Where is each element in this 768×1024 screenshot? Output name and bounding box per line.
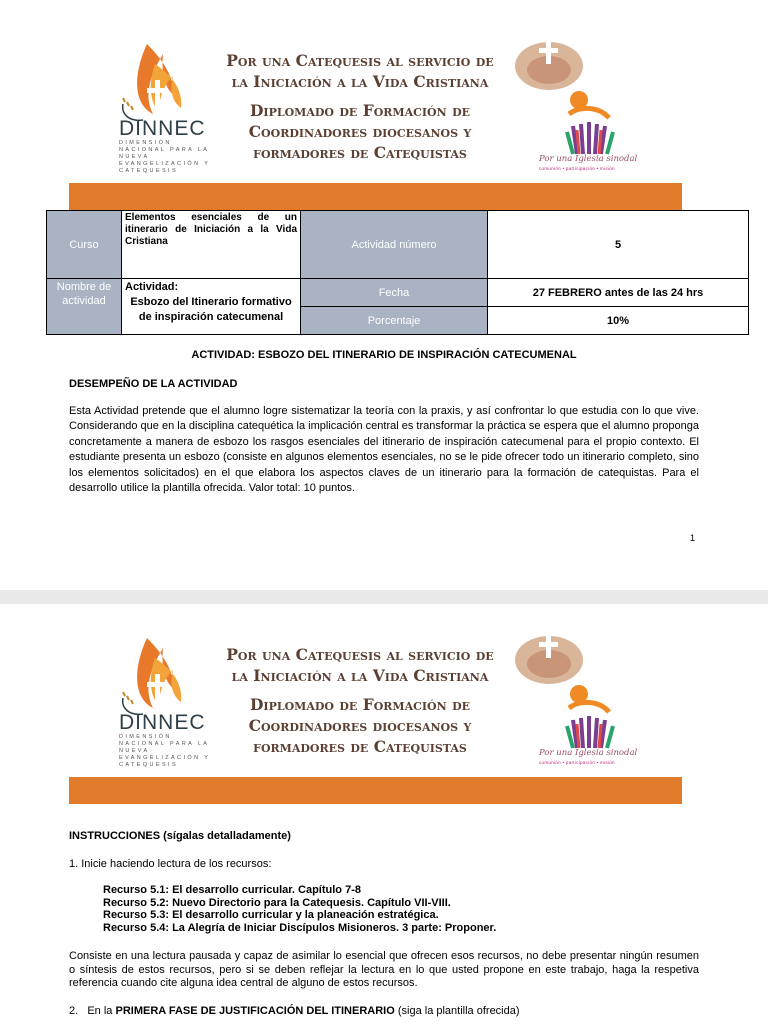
- actividad-numero-label: Actividad número: [301, 211, 488, 279]
- resource-item: Recurso 5.3: El desarrollo curricular y la planeación estratégica.: [103, 909, 439, 921]
- diplomado-banner-2: [69, 628, 682, 804]
- fecha-value: 27 FEBRERO antes de las 24 hrs: [488, 279, 749, 307]
- sinodal-subtagline: comunión • participación • misión: [539, 760, 615, 765]
- instruction-item-1: 1. Inicie haciendo lectura de los recursos:: [69, 858, 272, 870]
- actividad-cell: [122, 279, 301, 335]
- banner-subtitle-line-2: Coordinadores diocesanos y: [248, 122, 472, 141]
- sinodal-tagline: Por una Iglesia sinodal: [539, 748, 638, 758]
- banner-title: [210, 644, 510, 686]
- activity-info-table: [46, 210, 749, 335]
- sinodal-subtagline: comunión • participación • misión: [539, 166, 615, 171]
- banner-subtitle-line-3: formadores de Catequistas: [253, 143, 467, 162]
- banner-subtitle: [210, 100, 510, 163]
- page-gap: [0, 590, 768, 604]
- activity-title: ACTIVIDAD: ESBOZO DEL ITINERARIO DE INSPIRACIÓN CATECUMENAL: [191, 349, 577, 361]
- banner-title-line-2: la Iniciación a la Vida Cristiana: [231, 666, 489, 685]
- nombre-actividad-label: Nombre de actividad: [47, 279, 122, 335]
- resource-item: Recurso 5.1: El desarrollo curricular. Capítulo 7-8: [103, 884, 361, 896]
- resource-item: Recurso 5.2: Nuevo Directorio para la Catequesis. Capítulo VII-VIII.: [103, 896, 451, 909]
- banner-orange-bar: [69, 183, 682, 210]
- banner-title: [210, 50, 510, 92]
- curso-label: Curso: [47, 211, 122, 279]
- porcentaje-label: Porcentaje: [301, 307, 488, 335]
- banner-subtitle-line-3: formadores de Catequistas: [253, 737, 467, 756]
- banner-title-line-1: Por una Catequesis al servicio de: [226, 51, 494, 70]
- logo-subtitle: DIMENSIÓN NACIONAL PARA LA NUEVA EVANGELIZACIÓN Y CATEQUESIS: [119, 140, 211, 174]
- fecha-label: Fecha: [301, 279, 488, 307]
- item-2-phase-title: PRIMERA FASE DE JUSTIFICACIÓN DEL ITINERARIO: [115, 1005, 395, 1017]
- curso-value: Elementos esenciales de un itinerario de Iniciación a la Vida Cristiana: [122, 211, 301, 279]
- porcentaje-value: 10%: [488, 307, 749, 335]
- resource-item: Recurso 5.4: La Alegría de Iniciar Discípulos Misioneros. 3 parte: Proponer.: [103, 921, 497, 934]
- page-number: 1: [690, 533, 696, 543]
- logo-subtitle: DIMENSIÓN NACIONAL PARA LA NUEVA EVANGELIZACIÓN Y CATEQUESIS: [119, 734, 211, 768]
- instructions-heading: INSTRUCCIONES (sígalas detalladamente): [69, 830, 291, 842]
- resource-list: [103, 884, 496, 934]
- sinodal-tagline: Por una Iglesia sinodal: [539, 154, 638, 164]
- logo-wordmark: DINNEC: [119, 711, 206, 734]
- diplomado-banner: [69, 34, 682, 210]
- activity-description: Esta Actividad pretende que el alumno logre sistematizar la teoría con la praxis, y así confrontar lo que estudia con lo que vive. Considerando que en la disciplina catequética la implicación central es transformar la práctica se espera que el alumno proponga concretamente a manera de esbozo los rasgos esenciales del itinerario de inspiración catecumenal para el propio contexto. El estudiante presenta un esbozo (consiste en algunos elementos esenciales, no se le pide ofrecer todo un itinerario completo, sino los elementos solicitados) en el que elabora los aspectos claves de un itinerario para la formación de catequistas. Para el desarrollo utilice la plantilla ofrecida. Valor total: 10 puntos.: [69, 405, 699, 495]
- banner-subtitle-line-1: Diplomado de Formación de: [249, 695, 471, 714]
- banner-title-line-1: Por una Catequesis al servicio de: [226, 645, 494, 664]
- banner-orange-bar: [69, 777, 682, 804]
- banner-subtitle: [210, 694, 510, 757]
- actividad-numero-value: 5: [488, 211, 749, 279]
- section-heading: DESEMPEÑO DE LA ACTIVIDAD: [69, 378, 238, 390]
- instruction-item-2: [69, 1005, 520, 1017]
- banner-title-line-2: la Iniciación a la Vida Cristiana: [231, 72, 489, 91]
- logo-wordmark: DINNEC: [119, 117, 206, 140]
- banner-subtitle-line-2: Coordinadores diocesanos y: [248, 716, 472, 735]
- actividad-label: Actividad:: [125, 281, 179, 293]
- reading-instructions: Consiste en una lectura pausada y capaz de asimilar lo esencial que ofrecen esos recursos, no debe presentar ningún resumen o síntesis de estos recursos, pero si se deben reflejar la lectura en lo que usted propone en este trabajo, haga la respetiva referencia cuando cite alguna idea central de alguno de estos recursos.: [69, 950, 699, 989]
- actividad-value: Esbozo del Itinerario formativo de inspiración catecumenal: [130, 296, 292, 323]
- item-2-suffix: (siga la plantilla ofrecida): [394, 1005, 520, 1017]
- item-2-prefix: 2. En la: [69, 1005, 116, 1017]
- banner-subtitle-line-1: Diplomado de Formación de: [249, 101, 471, 120]
